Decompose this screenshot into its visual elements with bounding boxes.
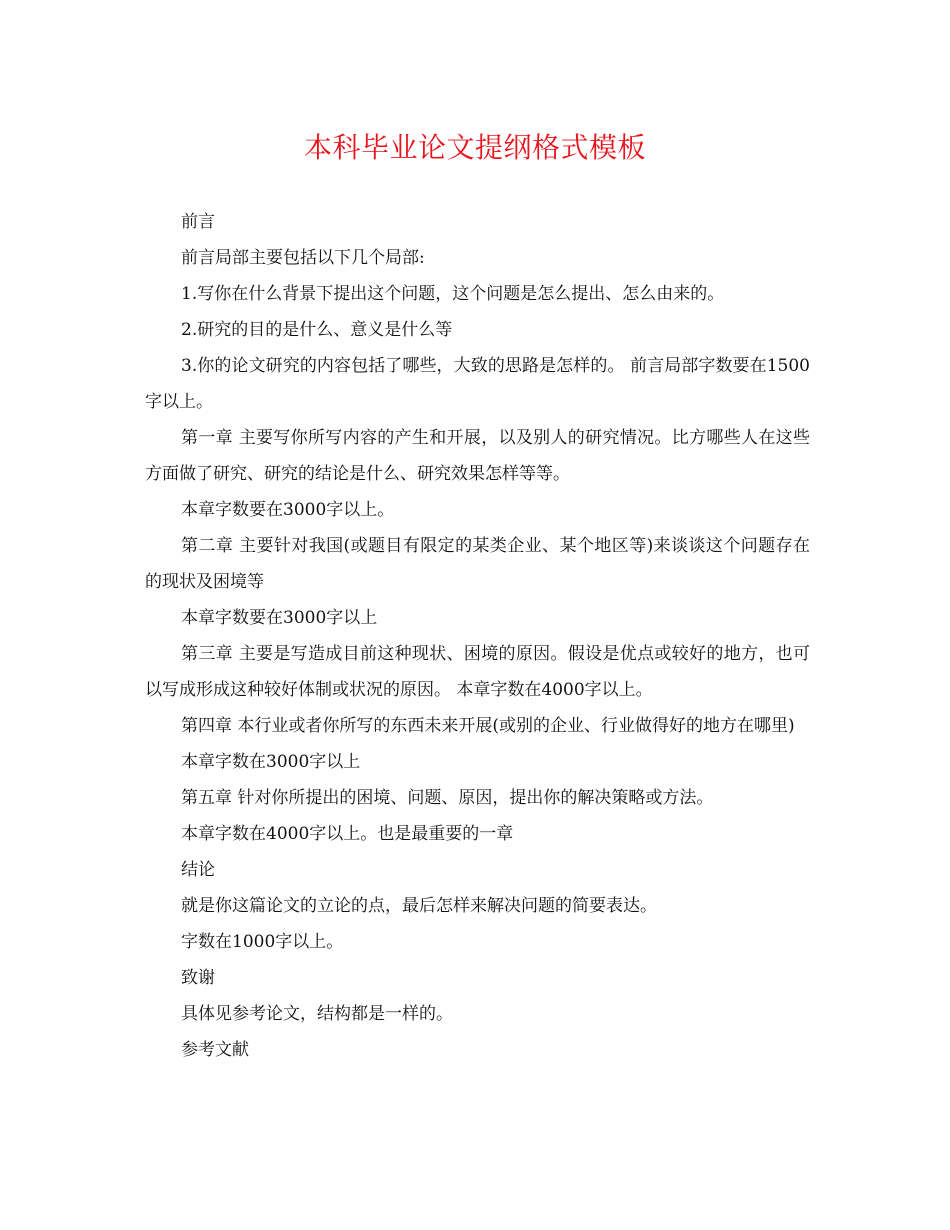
paragraph-chapter-3: 第三章 主要是写造成目前这种现状、困境的原因。假设是优点或较好的地方，也可以写成形成这种较好体制或状况的原因。 本章字数在4000字以上。 (145, 644, 810, 700)
paragraph-preface-intro: 前言局部主要包括以下几个局部: (181, 248, 425, 268)
paragraph-chapter-2: 第二章 主要针对我国(或题目有限定的某类企业、某个地区等)来谈谈这个问题存在的现状及困境等 (145, 536, 810, 592)
paragraph-preface-heading: 前言 (181, 212, 215, 232)
paragraph-acknowledgement-text: 具体见参考论文，结构都是一样的。 (181, 1004, 453, 1024)
paragraph-conclusion-text: 就是你这篇论文的立论的点，最后怎样来解决问题的简要表达。 (181, 896, 657, 916)
document-body (145, 204, 810, 1068)
paragraph-chapter-4: 第四章 本行业或者你所写的东西未来开展(或别的企业、行业做得好的地方在哪里) (181, 716, 795, 736)
paragraph-chapter-5: 第五章 针对你所提出的困境、问题、原因，提出你的解决策略或方法。 (181, 788, 714, 808)
paragraph-references-heading: 参考文献 (181, 1040, 249, 1060)
paragraph-acknowledgement-heading: 致谢 (181, 968, 215, 988)
document-title: 本科毕业论文提纲格式模板 (303, 131, 646, 164)
paragraph-chapter-1-wordcount: 本章字数要在3000字以上。 (181, 500, 395, 520)
paragraph-preface-item-2: 2.研究的目的是什么、意义是什么等 (181, 320, 453, 340)
paragraph-chapter-5-wordcount: 本章字数在4000字以上。也是最重要的一章 (181, 824, 514, 844)
paragraph-conclusion-wordcount: 字数在1000字以上。 (181, 932, 344, 952)
paragraph-preface-item-1: 1.写你在什么背景下提出这个问题，这个问题是怎么提出、怎么由来的。 (181, 284, 725, 304)
paragraph-chapter-4-wordcount: 本章字数在3000字以上 (181, 752, 361, 772)
paragraph-chapter-1: 第一章 主要写你所写内容的产生和开展，以及别人的研究情况。比方哪些人在这些方面做了研究、研究的结论是什么、研究效果怎样等等。 (145, 428, 810, 484)
paragraph-chapter-2-wordcount: 本章字数要在3000字以上 (181, 608, 378, 628)
paragraph-conclusion-heading: 结论 (181, 860, 215, 880)
paragraph-preface-item-3: 3.你的论文研究的内容包括了哪些，大致的思路是怎样的。 前言局部字数要在1500字以上。 (145, 356, 810, 412)
